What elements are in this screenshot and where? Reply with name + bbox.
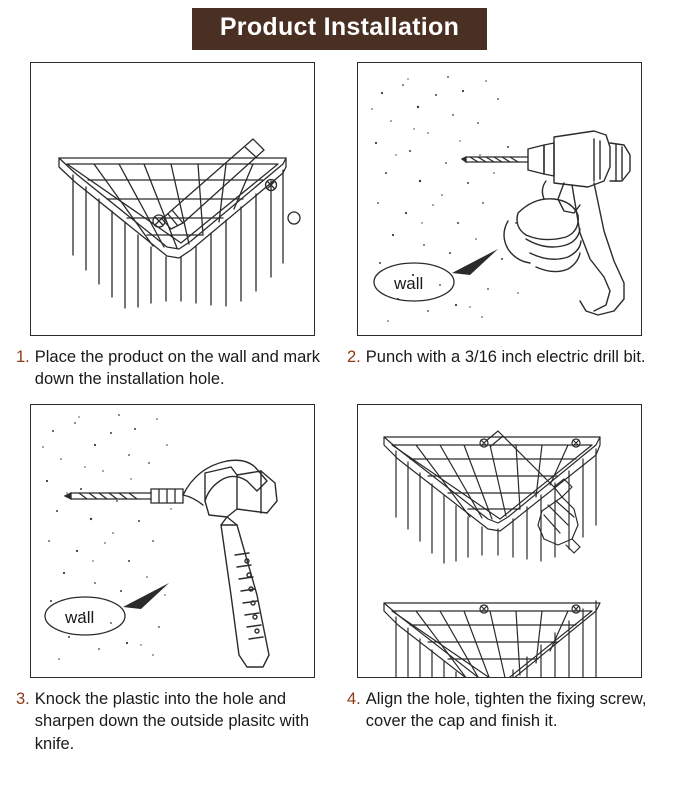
step-1-number: 1.: [16, 347, 30, 366]
screwdriver-shelf-figure: [358, 405, 641, 677]
step-2-caption: [347, 346, 679, 368]
electric-drill-figure: [358, 63, 641, 335]
step-3: [6, 404, 341, 755]
step-4-caption: [347, 688, 679, 733]
wall-label-step3: wall: [65, 608, 95, 628]
step-2-number: 2.: [347, 347, 361, 366]
step-4-number: 4.: [347, 690, 361, 709]
step-2-figure: [357, 62, 642, 336]
steps-grid: [0, 62, 679, 755]
page-title: Product Installation: [192, 8, 487, 50]
hammer-anchor-figure: [31, 405, 314, 677]
header: [0, 0, 679, 50]
wall-label-step2: wall: [394, 273, 424, 293]
step-3-number: 3.: [16, 690, 30, 709]
step-4-text: Align the hole, tighten the fixing screw, cover the cap and finish it.: [365, 690, 647, 731]
step-4: [347, 404, 679, 755]
step-4-figure: [357, 404, 642, 678]
step-2-text: Punch with a 3/16 inch electric drill bit.: [365, 347, 646, 366]
step-1: [6, 62, 341, 391]
step-1-caption: [6, 346, 341, 391]
corner-shelf-marking-figure: [31, 63, 314, 335]
step-3-text: Knock the plastic into the hole and sharpen down the outside plasitc with knife.: [34, 690, 310, 753]
step-3-figure: [30, 404, 315, 678]
step-2: [347, 62, 679, 391]
step-1-text: Place the product on the wall and mark down the installation hole.: [34, 347, 321, 388]
step-3-caption: [6, 688, 341, 755]
step-1-figure: [30, 62, 315, 336]
